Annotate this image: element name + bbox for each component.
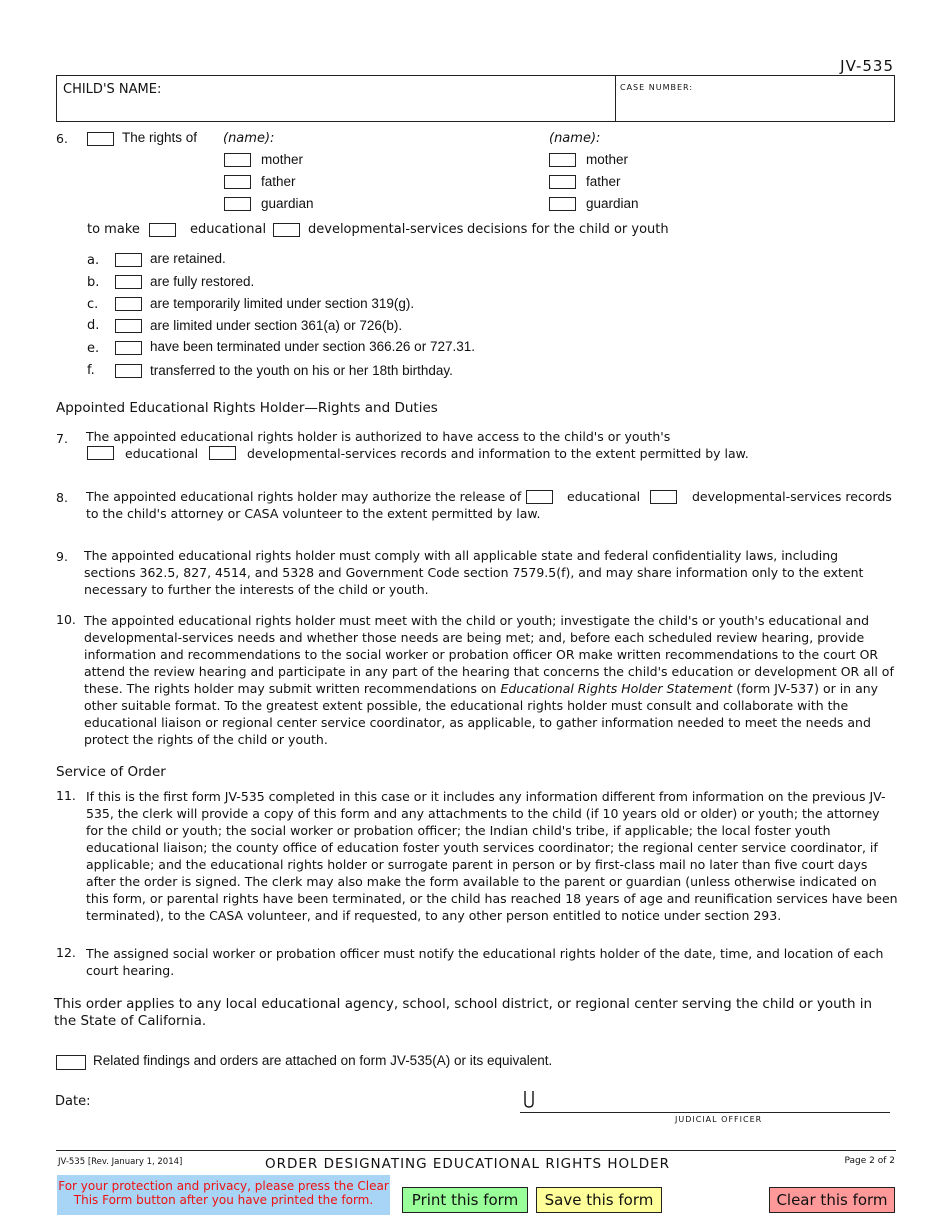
item-8-educational-label: educational [567,489,641,504]
privacy-note: For your protection and privacy, please press the Clear This Form button after you have printed the form. [57,1175,390,1215]
item-6-developmental-checkbox[interactable] [273,223,300,237]
footer-rev: JV-535 [Rev. January 1, 2014] [58,1157,183,1167]
child-name-field[interactable] [167,80,611,118]
left-guardian-label: guardian [261,196,314,211]
sub-f-checkbox[interactable] [115,364,142,378]
signature-mark-icon [523,1089,535,1109]
item-8-number: 8. [56,490,68,505]
item-11-number: 11. [56,788,76,803]
item-7-line1: The appointed educational rights holder is authorized to have access to the child's or youth's [86,429,671,444]
item-9-text: The appointed educational rights holder must comply with all applicable state and federal confidentiality laws, including sections 362.5, 827, 4514, and 5328 and Government Code section 7579.5(f), and may share information only to the extent necessary to further the interests of the child or youth. [84,548,864,597]
sub-b-checkbox[interactable] [115,275,142,289]
right-guardian-label: guardian [586,196,639,211]
sub-d-text: are limited under section 361(a) or 726(b). [150,318,403,333]
item-8-records-label: developmental-services records [692,489,892,504]
attached-checkbox[interactable] [56,1055,86,1070]
item-6-rights-of: The rights of [122,130,198,145]
left-mother-label: mother [261,152,304,167]
sub-c-text: are temporarily limited under section 319(g). [150,296,415,311]
header-box [56,75,895,122]
child-name-label: CHILD'S NAME: [63,82,162,97]
item-7-number: 7. [56,431,68,446]
sub-e-text: have been terminated under section 366.26 or 727.31. [150,339,475,354]
footer-title: ORDER DESIGNATING EDUCATIONAL RIGHTS HOLDER [265,1156,671,1172]
right-mother-label: mother [586,152,629,167]
left-father-label: father [261,174,296,189]
item-9-number: 9. [56,549,68,564]
header-divider [615,76,616,121]
sub-c-checkbox[interactable] [115,297,142,311]
sub-a-text: are retained. [150,251,226,266]
item-7-educational-checkbox[interactable] [87,446,114,460]
item-10-text-b: (form JV-537) or in any other suitable format. To the greatest extent possible, the educational rights holder must consult and collaborate with the educational liaison or regional center service coordinator, as applicable, to gather information needed to meet the needs and protect the rights of the child or youth. [84,681,879,747]
sub-e-letter: e. [87,341,100,356]
item-10-text-a: The appointed educational rights holder must meet with the child or youth; investigate the child's or youth's educational and developmental-services needs and whether those needs are being met; and, before each scheduled review hearing, provide information and recommendations to the social worker or probation officer OR make written recommendations to the court OR attend the review hearing and participate in any part of the hearing that concerns the child's education or development OR all of these. The rights holder may submit written recommendations on [84,613,894,696]
right-guardian-checkbox[interactable] [549,197,576,211]
form-id: JV-535 [840,57,894,75]
sub-d-checkbox[interactable] [115,319,142,333]
item-7-rest: developmental-services records and information to the extent permitted by law. [247,446,749,461]
date-field[interactable] [95,1090,399,1114]
sub-f-text: transferred to the youth on his or her 18th birthday. [150,363,453,378]
item-8-line2: to the child's attorney or CASA volunteer to the extent permitted by law. [86,506,541,521]
date-label: Date: [55,1094,91,1109]
item-7-educational-label: educational [125,446,199,461]
case-number-field[interactable] [621,94,895,120]
item-6-educational-label: educational [190,222,267,237]
sub-a-letter: a. [87,253,100,268]
item-12-number: 12. [56,945,76,960]
item-6-educational-checkbox[interactable] [149,223,176,237]
item-8-developmental-checkbox[interactable] [650,490,677,504]
sub-b-text: are fully restored. [150,274,255,289]
item-6-number: 6. [56,131,68,146]
item-10-number: 10. [56,612,76,627]
to-make-label: to make [87,222,140,237]
right-father-checkbox[interactable] [549,175,576,189]
item-10-text [84,612,894,748]
case-number-label: CASE NUMBER: [620,83,694,92]
sub-e-checkbox[interactable] [115,341,142,355]
item-7-developmental-checkbox[interactable] [209,446,236,460]
item-8-educational-checkbox[interactable] [526,490,553,504]
footer-rule [56,1150,896,1151]
clear-button[interactable]: Clear this form [769,1187,895,1213]
left-guardian-checkbox[interactable] [224,197,251,211]
print-button[interactable]: Print this form [402,1187,528,1213]
item-8-line1: The appointed educational rights holder may authorize the release of [86,489,522,504]
right-father-label: father [586,174,621,189]
item-10-form-title: Educational Rights Holder Statement [500,681,733,696]
sub-c-letter: c. [87,297,99,312]
attached-text: Related findings and orders are attached on form JV-535(A) or its equivalent. [93,1053,553,1068]
item-6-developmental-label: developmental-services [308,222,464,237]
sub-f-letter: f. [87,363,95,378]
right-mother-checkbox[interactable] [549,153,576,167]
item-6-checkbox[interactable] [87,132,114,146]
signature-line [520,1112,890,1113]
name-label-left: (name): [223,131,275,146]
item-12-text: The assigned social worker or probation officer must notify the educational rights holder of the date, time, and location of each court hearing. [86,946,884,978]
section-service-heading: Service of Order [56,764,166,780]
order-applies-text: This order applies to any local educational agency, school, school district, or regional center serving the child or youth in the State of California. [54,996,873,1029]
sub-b-letter: b. [87,275,100,290]
name-label-right: (name): [549,131,601,146]
judicial-officer-field[interactable] [540,1088,884,1112]
judicial-officer-label: JUDICIAL OFFICER [675,1115,763,1124]
footer-page: Page 2 of 2 [844,1156,895,1166]
section-rights-heading: Appointed Educational Rights Holder—Rights and Duties [56,400,438,416]
save-button[interactable]: Save this form [536,1187,662,1213]
sub-a-checkbox[interactable] [115,253,142,267]
item-6-decisions-label: decisions for the child or youth [467,222,669,237]
item-11-text: If this is the first form JV-535 completed in this case or it includes any information different from information on the previous JV-535, the clerk will provide a copy of this form and any attachments to the child (if 10 years old or older) or youth; the attorney for the child or youth; the social worker or probation officer; the Indian child's tribe, if applicable; the local foster youth educational liaison; the county office of education foster youth services coordinator; the regional center service coordinator, if applicable; and the educational rights holder or surrogate parent in person or by first-class mail no later than five court days after the order is signed. The clerk may also make the form available to the parent or guardian (unless otherwise indicated on this form, or parental rights have been terminated, or the child has reached 18 years of age and reunification services have been terminated), to the CASA volunteer, and if requested, to any other person entitled to notice under section 293. [86,789,898,923]
left-father-checkbox[interactable] [224,175,251,189]
sub-d-letter: d. [87,318,100,333]
left-mother-checkbox[interactable] [224,153,251,167]
